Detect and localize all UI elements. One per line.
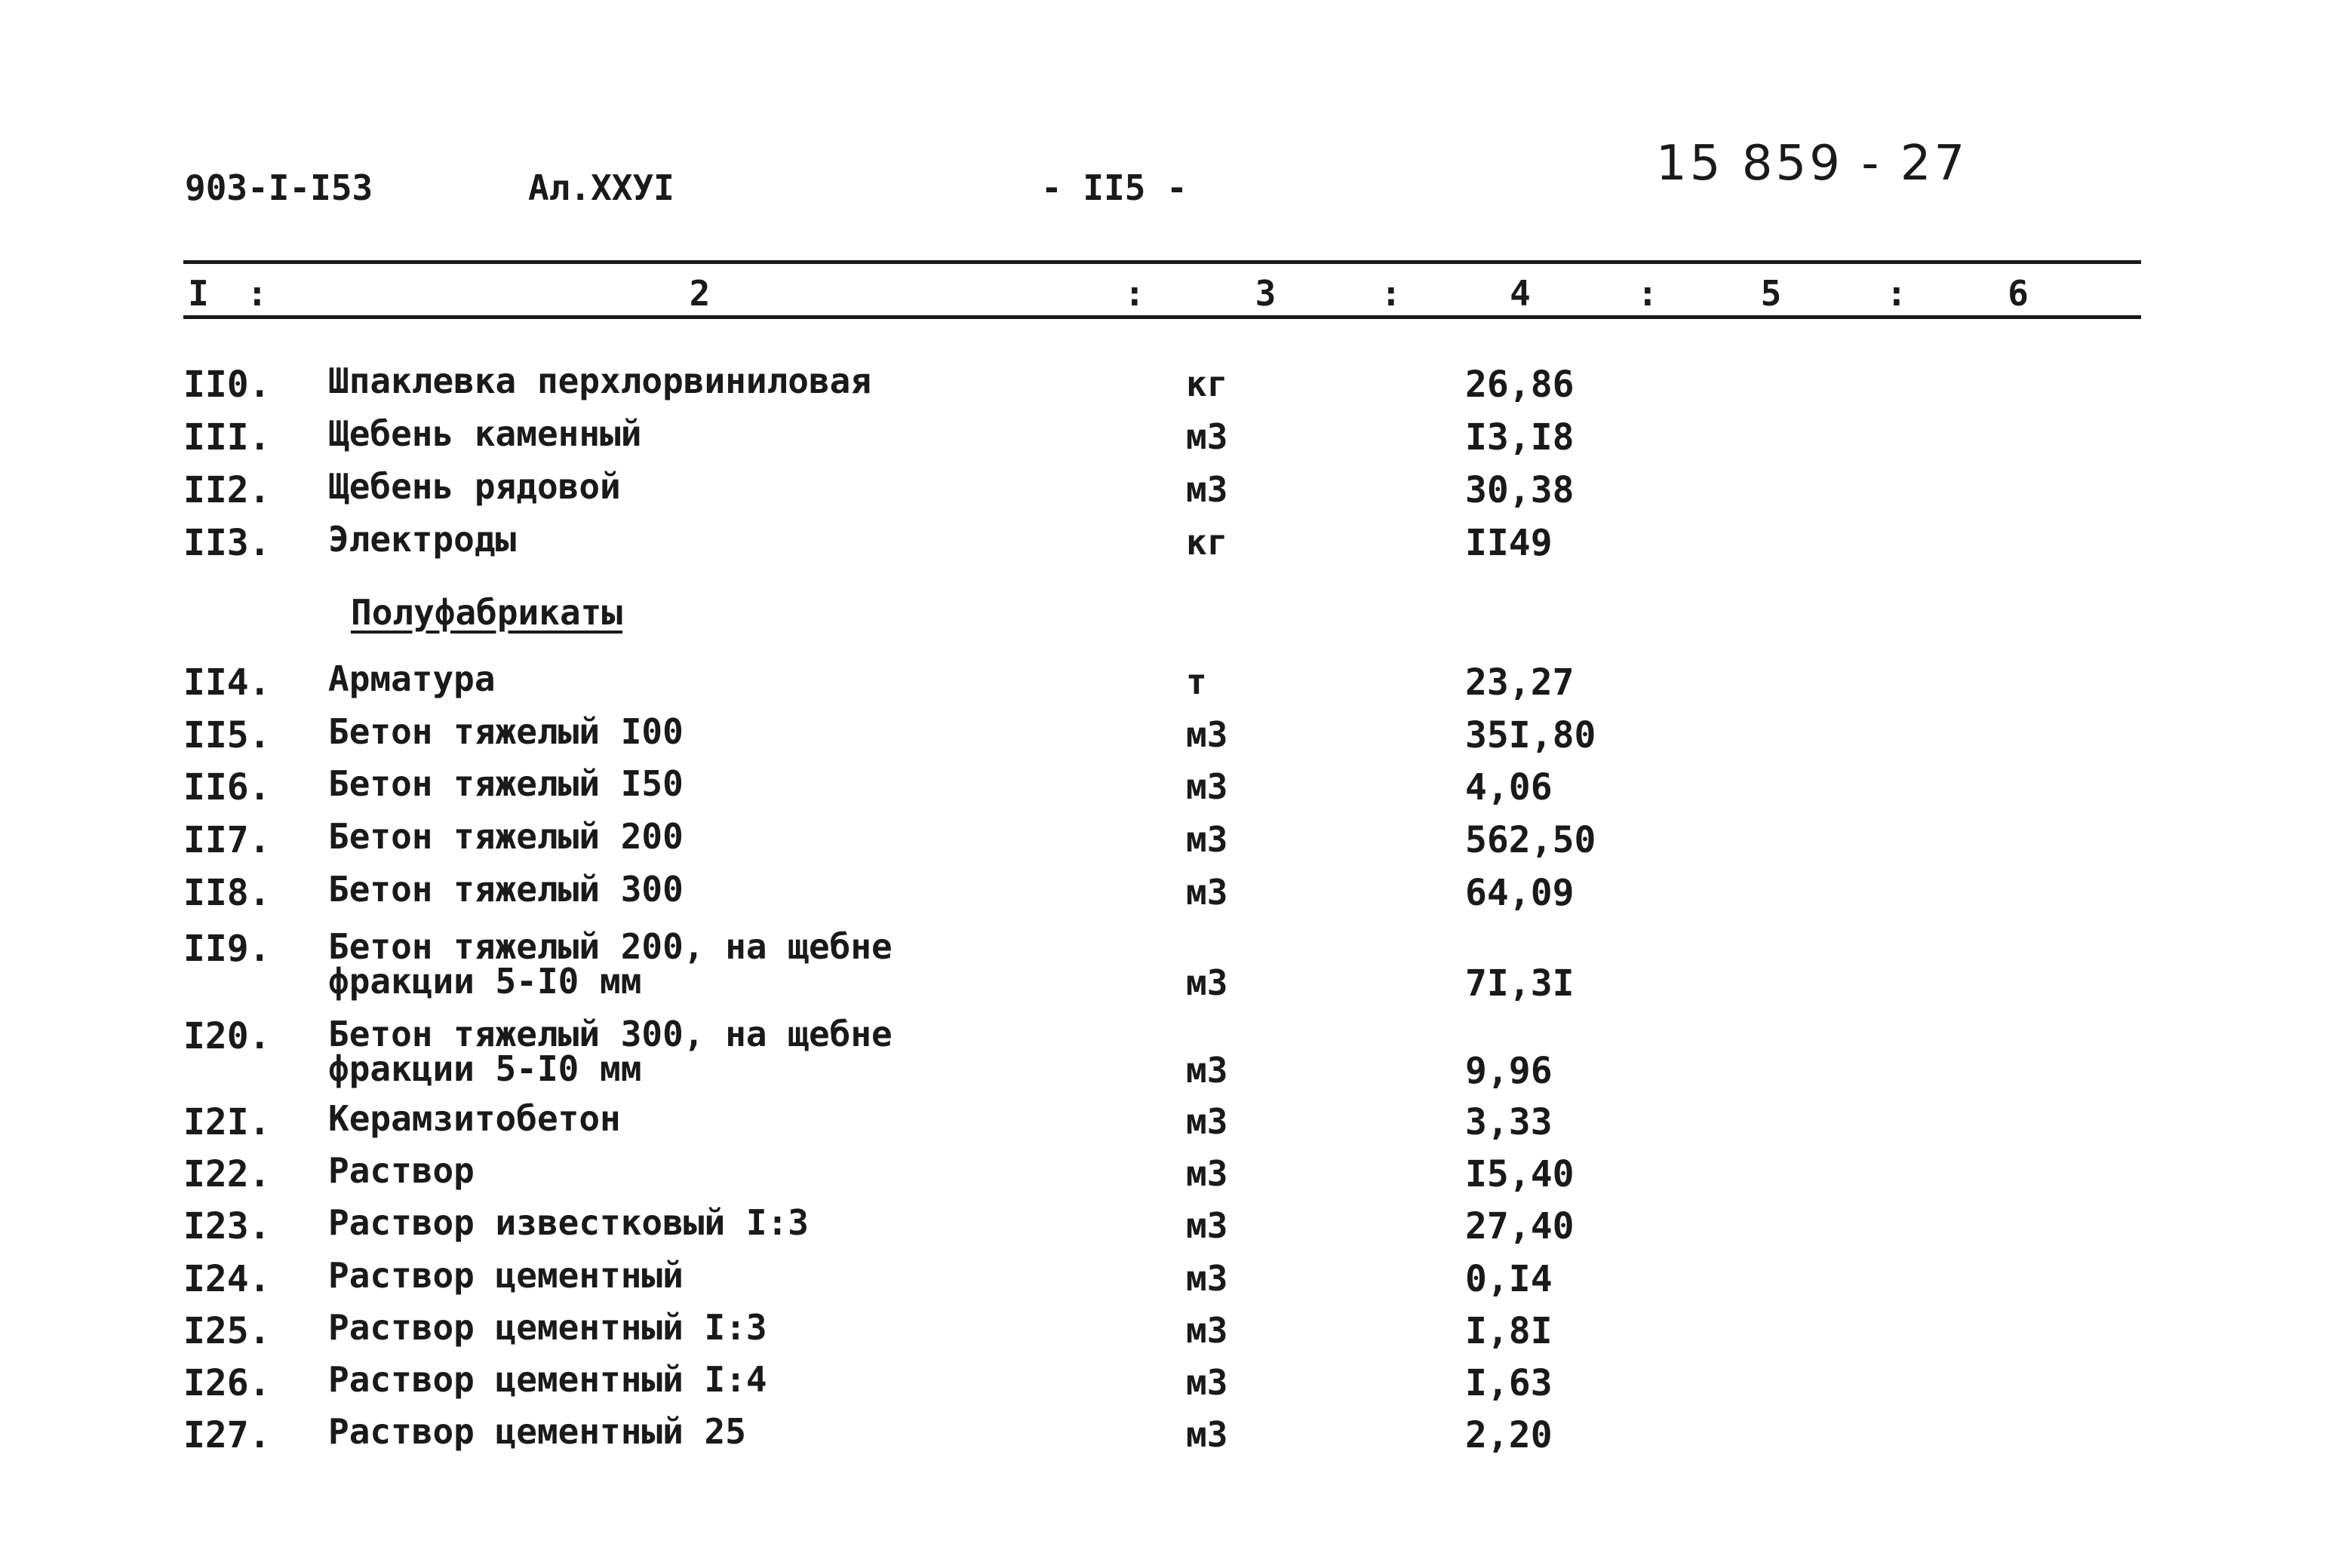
row-quantity: II49 [1465, 522, 1553, 564]
section-title: Полуфабрикаты [351, 592, 623, 633]
table-row [0, 763, 2335, 819]
table-row [0, 928, 2335, 1011]
row-name-continuation: фракции 5-I0 мм [328, 961, 642, 1002]
table-row [0, 413, 2335, 469]
table-row [0, 466, 2335, 522]
row-unit: м3 [1186, 962, 1228, 1003]
column-number-4: 4 [1510, 273, 1531, 314]
row-number: III. [183, 416, 271, 459]
row-name: Раствор [328, 1150, 475, 1191]
row-name: Бетон тяжелый 200, на щебне [328, 926, 893, 967]
row-number: II3. [183, 522, 271, 564]
row-unit: кг [1186, 522, 1228, 563]
table-row [0, 816, 2335, 872]
row-unit: м3 [1186, 1101, 1228, 1142]
row-unit: м3 [1186, 1050, 1228, 1091]
row-quantity: 64,09 [1465, 872, 1575, 914]
row-number: II8. [183, 872, 271, 914]
column-number-2: 2 [689, 273, 711, 314]
row-unit: м3 [1186, 766, 1228, 807]
row-quantity: 9,96 [1465, 1050, 1553, 1092]
row-quantity: I5,40 [1465, 1153, 1575, 1195]
table-row [0, 1098, 2335, 1154]
table-row [0, 658, 2335, 714]
row-quantity: 7I,3I [1465, 962, 1575, 1005]
table-row [0, 869, 2335, 925]
column-separator: : [247, 273, 268, 314]
table-row [0, 1307, 2335, 1363]
row-number: I2I. [183, 1101, 271, 1143]
row-unit: м3 [1186, 819, 1228, 860]
table-row [0, 1202, 2335, 1258]
document-code: 903-I-I53 [185, 167, 373, 208]
row-unit: м3 [1186, 416, 1228, 457]
row-name: Шпаклевка перхлорвиниловая [328, 361, 872, 401]
handwritten-number: 15 859 - 27 [1656, 136, 1968, 192]
row-quantity: 3,33 [1465, 1101, 1553, 1143]
row-name: Раствор известковый I:3 [328, 1202, 809, 1243]
table-row [0, 1150, 2335, 1206]
row-name: Бетон тяжелый I00 [328, 711, 684, 752]
column-number-3: 3 [1255, 273, 1277, 314]
row-number: I23. [183, 1205, 271, 1247]
table-row [0, 519, 2335, 575]
row-name: Бетон тяжелый 300 [328, 869, 684, 910]
row-quantity: I3,I8 [1465, 416, 1575, 459]
table-row [0, 711, 2335, 767]
row-name: Бетон тяжелый 300, на щебне [328, 1014, 893, 1054]
row-quantity: 35I,80 [1465, 714, 1596, 756]
row-name: Раствор цементный I:3 [328, 1307, 767, 1348]
row-quantity: 26,86 [1465, 364, 1575, 406]
row-number: II6. [183, 766, 271, 809]
row-number: I25. [183, 1310, 271, 1352]
table-row [0, 1015, 2335, 1098]
column-separator: : [1886, 273, 1907, 314]
row-unit: м3 [1186, 714, 1228, 755]
row-number: I24. [183, 1258, 271, 1300]
row-number: II9. [183, 928, 271, 970]
table-row [0, 1411, 2335, 1467]
row-number: I22. [183, 1153, 271, 1195]
row-unit: м3 [1186, 1414, 1228, 1455]
row-quantity: 2,20 [1465, 1414, 1553, 1456]
column-separator: : [1124, 273, 1145, 314]
row-quantity: 562,50 [1465, 819, 1596, 861]
column-number-6: 6 [2008, 273, 2029, 314]
row-unit: м3 [1186, 469, 1228, 510]
row-name: Щебень рядовой [328, 466, 621, 507]
row-unit: м3 [1186, 1205, 1228, 1246]
row-number: II2. [183, 469, 271, 511]
album-number: Ал.XXУI [528, 167, 674, 208]
row-quantity: 30,38 [1465, 469, 1575, 511]
row-name: Бетон тяжелый 200 [328, 816, 684, 857]
table-row [0, 361, 2335, 416]
row-name: Керамзитобетон [328, 1098, 621, 1139]
row-name: Щебень каменный [328, 413, 642, 454]
page-number: - II5 - [1041, 167, 1187, 208]
table-row [0, 1359, 2335, 1415]
row-number: I26. [183, 1362, 271, 1404]
row-name: Раствор цементный I:4 [328, 1359, 767, 1400]
row-quantity: I,8I [1465, 1310, 1553, 1352]
row-quantity: 23,27 [1465, 661, 1575, 704]
column-separator: : [1637, 273, 1658, 314]
column-number-5: 5 [1760, 273, 1782, 314]
row-number: I27. [183, 1414, 271, 1456]
row-quantity: I,63 [1465, 1362, 1553, 1404]
row-number: II4. [183, 661, 271, 704]
row-number: I20. [183, 1015, 271, 1057]
row-unit: кг [1186, 364, 1228, 404]
column-separator: : [1381, 273, 1402, 314]
row-quantity: 27,40 [1465, 1205, 1575, 1247]
row-number: II5. [183, 714, 271, 756]
row-unit: м3 [1186, 1310, 1228, 1351]
row-unit: м3 [1186, 1362, 1228, 1403]
row-name: Арматура [328, 658, 496, 699]
row-unit: м3 [1186, 1258, 1228, 1299]
row-unit: т [1186, 661, 1207, 702]
table-row [0, 1255, 2335, 1311]
row-unit: м3 [1186, 1153, 1228, 1194]
row-name: Раствор цементный 25 [328, 1411, 746, 1452]
column-number-1: I [188, 273, 209, 314]
row-name: Раствор цементный [328, 1255, 684, 1296]
header-rule-top [183, 260, 2141, 264]
row-name: Электроды [328, 519, 517, 560]
row-name: Бетон тяжелый I50 [328, 763, 684, 804]
row-number: II0. [183, 364, 271, 406]
row-quantity: 4,06 [1465, 766, 1553, 809]
row-unit: м3 [1186, 872, 1228, 913]
header-rule-bottom [183, 315, 2141, 319]
row-quantity: 0,I4 [1465, 1258, 1553, 1300]
row-number: II7. [183, 819, 271, 861]
row-name-continuation: фракции 5-I0 мм [328, 1048, 642, 1089]
